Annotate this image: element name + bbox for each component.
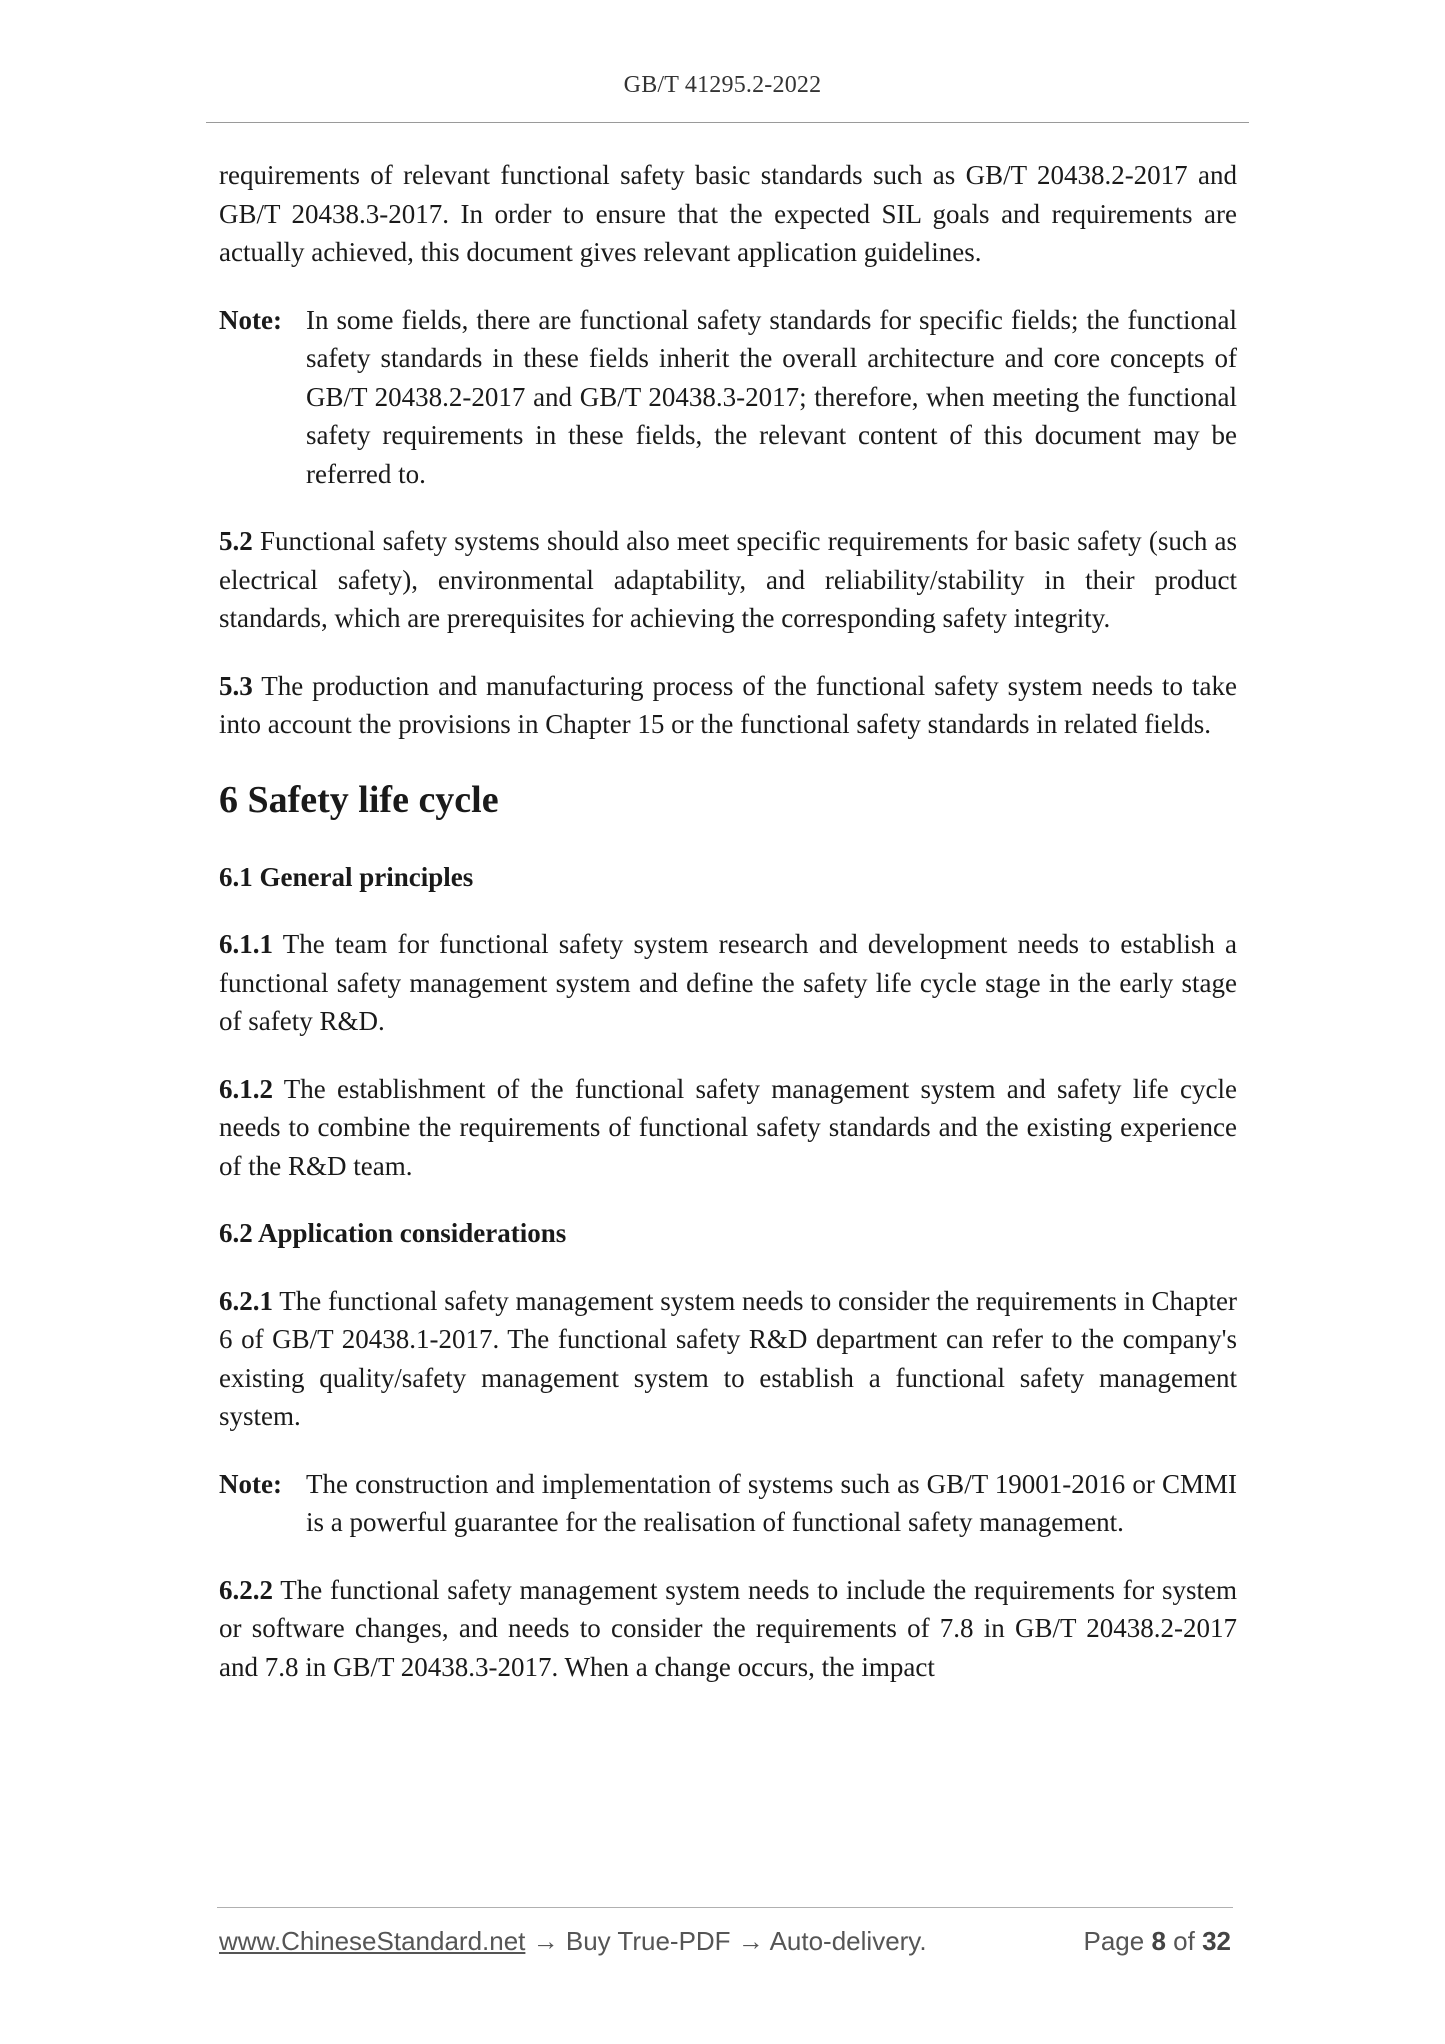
clause-6-1-2 xyxy=(219,1070,1237,1186)
note-1 xyxy=(219,301,1237,494)
paragraph-intro-text: requirements of relevant functional safety basic standards such as GB/T 20438.2-2017 and GB/T 20438.3-2017. In order to ensure that the expected SIL goals and requirements are actually achieved, this document gives relevant application guidelines. xyxy=(219,160,1237,267)
note-2-label: Note: xyxy=(219,1468,282,1499)
footer-divider xyxy=(217,1907,1233,1908)
clause-6-2-2-text: The functional safety management system needs to include the requirements for system or software changes, and needs to consider the requirements of 7.8 in GB/T 20438.2-2017 and 7.8 in GB/T 20438.3-2017. When a change occurs, the impact xyxy=(219,1574,1238,1682)
note-1-text: In some fields, there are functional safety standards for specific fields; the functional safety standards in these fields inherit the overall architecture and core concepts of GB/T 20438.2-2017 and GB/T 20438.3-2017; therefore, when meeting the functional safety requirements in these fields, the relevant content of this document may be referred to. xyxy=(306,304,1237,489)
clause-6-1-1 xyxy=(219,925,1237,1041)
page-number xyxy=(1083,1926,1231,1957)
note-2 xyxy=(219,1465,1237,1542)
footer-promo xyxy=(219,1926,927,1957)
clause-6-2-1 xyxy=(219,1282,1237,1436)
clause-6-1-1-text: The team for functional safety system research and development needs to establish a functional safety management system and define the safety life cycle stage in the early stage of safety R&D. xyxy=(219,929,1237,1036)
page-header-title: GB/T 41295.2-2022 xyxy=(623,72,822,98)
clause-5-3 xyxy=(219,667,1237,744)
clause-5-3-number: 5.3 xyxy=(219,670,253,701)
header-divider xyxy=(206,122,1249,123)
section-6-2-heading: 6.2 Application considerations xyxy=(219,1218,567,1248)
clause-6-2-1-number: 6.2.1 xyxy=(219,1285,273,1316)
clause-6-2-1-text: The functional safety management system needs to consider the requirements in Chapter 6 of GB/T 20438.1-2017. The functional safety R&D department can refer to the company's existing quality/safety management system to establish a functional safety management system. xyxy=(219,1285,1237,1431)
total-pages-number: 32 xyxy=(1202,1926,1231,1956)
clause-6-2-2 xyxy=(219,1571,1237,1687)
footer-website-link[interactable]: www.ChineseStandard.net xyxy=(219,1926,526,1956)
note-1-label: Note: xyxy=(219,304,282,335)
document-body xyxy=(219,156,1237,1715)
section-6-1-heading: 6.1 General principles xyxy=(219,861,474,892)
section-6-heading: 6 Safety life cycle xyxy=(219,778,499,821)
clause-6-1-2-number: 6.1.2 xyxy=(219,1073,273,1104)
paragraph-intro xyxy=(219,156,1237,272)
clause-6-1-2-text: The establishment of the functional safety management system and safety life cycle needs to combine the requirements of functional safety standards and the existing experience of the R&D team. xyxy=(219,1073,1238,1181)
clause-6-1-1-number: 6.1.1 xyxy=(219,929,273,959)
clause-5-3-text: The production and manufacturing process of the functional safety system needs to take into account the provisions in Chapter 15 or the functional safety standards in related fields. xyxy=(219,670,1237,739)
current-page-number: 8 xyxy=(1151,1926,1166,1956)
clause-5-2-number: 5.2 xyxy=(219,526,253,556)
footer-tagline: → Buy True-PDF → Auto-delivery. xyxy=(525,1926,927,1956)
page-label: Page xyxy=(1083,1926,1145,1956)
clause-5-2-text: Functional safety systems should also meet specific requirements for basic safety (such as electrical safety), environmental adaptability, and reliability/stability in their product standards, which are prerequisites for achieving the corresponding safety integrity. xyxy=(219,526,1237,633)
of-label: of xyxy=(1173,1926,1195,1956)
clause-6-2-2-number: 6.2.2 xyxy=(219,1574,273,1605)
note-2-text: The construction and implementation of systems such as GB/T 19001-2016 or CMMI is a powerful guarantee for the realisation of functional safety management. xyxy=(306,1468,1237,1537)
clause-5-2 xyxy=(219,522,1237,638)
